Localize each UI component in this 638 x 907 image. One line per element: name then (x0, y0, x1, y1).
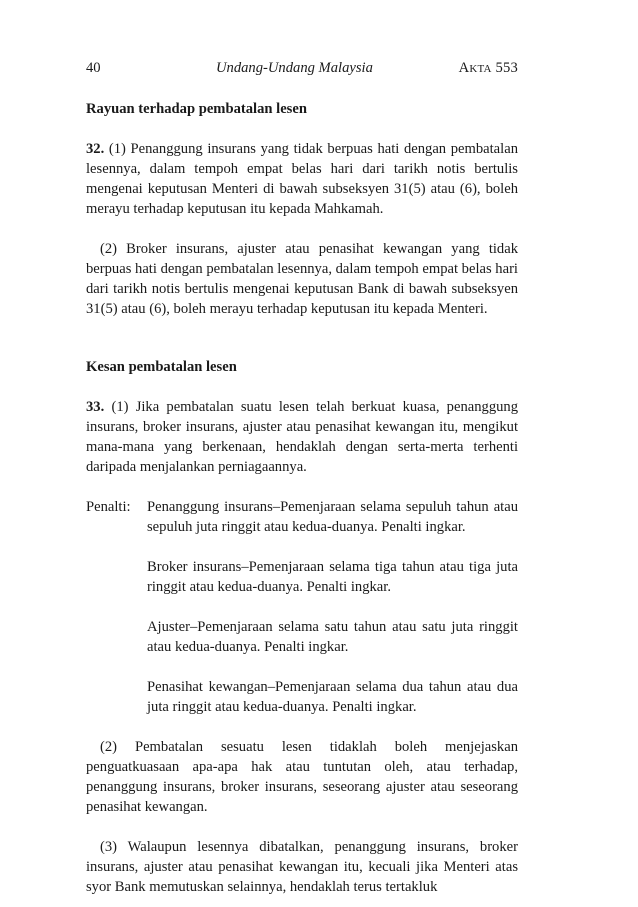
page-number: 40 (86, 60, 101, 76)
act-number-value: 553 (495, 60, 518, 76)
running-header (86, 58, 518, 80)
section-33-subsection-1 (86, 397, 518, 477)
section-33-number: 33. (86, 399, 105, 415)
section-32-heading: Rayuan terhadap pembatalan lesen (86, 101, 307, 117)
penalty-label: Penalti: (86, 499, 131, 515)
section-33-subsection-3: (3) Walaupun lesennya dibatalkan, penanggung insurans, broker insurans, ajuster atau penasihat kewangan itu, kecuali jika Menteri atas syor Bank memutuskan selainnya, hendaklah terus tertakluk (86, 839, 518, 895)
penalty-insurer: Penanggung insurans–Pemenjaraan selama sepuluh tahun atau sepuluh juta ringgit atau kedua-duanya. Penalti ingkar. (147, 499, 518, 535)
act-label-kta: KTA (469, 63, 492, 75)
running-title: Undang-Undang Malaysia (216, 60, 373, 76)
act-number (459, 58, 518, 79)
penalty-adjuster: Ajuster–Pemenjaraan selama satu tahun atau satu juta ringgit atau kedua-duanya. Penalti ingkar. (147, 619, 518, 655)
section-32-subsection-1 (86, 139, 518, 219)
section-32-number: 32. (86, 141, 105, 157)
document-page (86, 58, 518, 897)
act-label-a: A (458, 60, 470, 76)
penalty-financial-adviser: Penasihat kewangan–Pemenjaraan selama dua tahun atau dua juta ringgit atau kedua-duanya. Penalti ingkar. (147, 679, 518, 715)
penalty-broker: Broker insurans–Pemenjaraan selama tiga tahun atau tiga juta ringgit atau kedua-duanya. Penalti ingkar. (147, 559, 518, 595)
penalty-block (86, 497, 518, 717)
section-32-subsection-1-text: (1) Penanggung insurans yang tidak berpuas hati dengan pembatalan lesennya, dalam tempoh empat belas hari dari tarikh notis bertulis mengenai keputusan Menteri di bawah subseksyen 31(5) atau (6), boleh merayu terhadap keputusan itu kepada Mahkamah. (86, 141, 518, 217)
section-33-heading: Kesan pembatalan lesen (86, 359, 237, 375)
section-33-subsection-2: (2) Pembatalan sesuatu lesen tidaklah boleh menjejaskan penguatkuasaan apa-apa hak atau tuntutan oleh, atau terhadap, penanggung insurans, broker insurans, seseorang ajuster atau seseorang penasihat kewangan. (86, 739, 518, 815)
section-33-subsection-1-text: (1) Jika pembatalan suatu lesen telah berkuat kuasa, penanggung insurans, broker insurans, ajuster atau penasihat kewangan itu, mengikut mana-mana yang berkenaan, hendaklah dengan serta-merta terhenti daripada menjalankan perniagaannya. (86, 399, 519, 475)
penalty-list (147, 497, 518, 717)
section-32-subsection-2: (2) Broker insurans, ajuster atau penasihat kewangan yang tidak berpuas hati dengan pembatalan lesennya, dalam tempoh empat belas hari dari tarikh notis bertulis mengenai keputusan Bank di bawah subseksyen 31(5) atau (6), boleh merayu terhadap keputusan itu kepada Menteri. (86, 241, 518, 317)
